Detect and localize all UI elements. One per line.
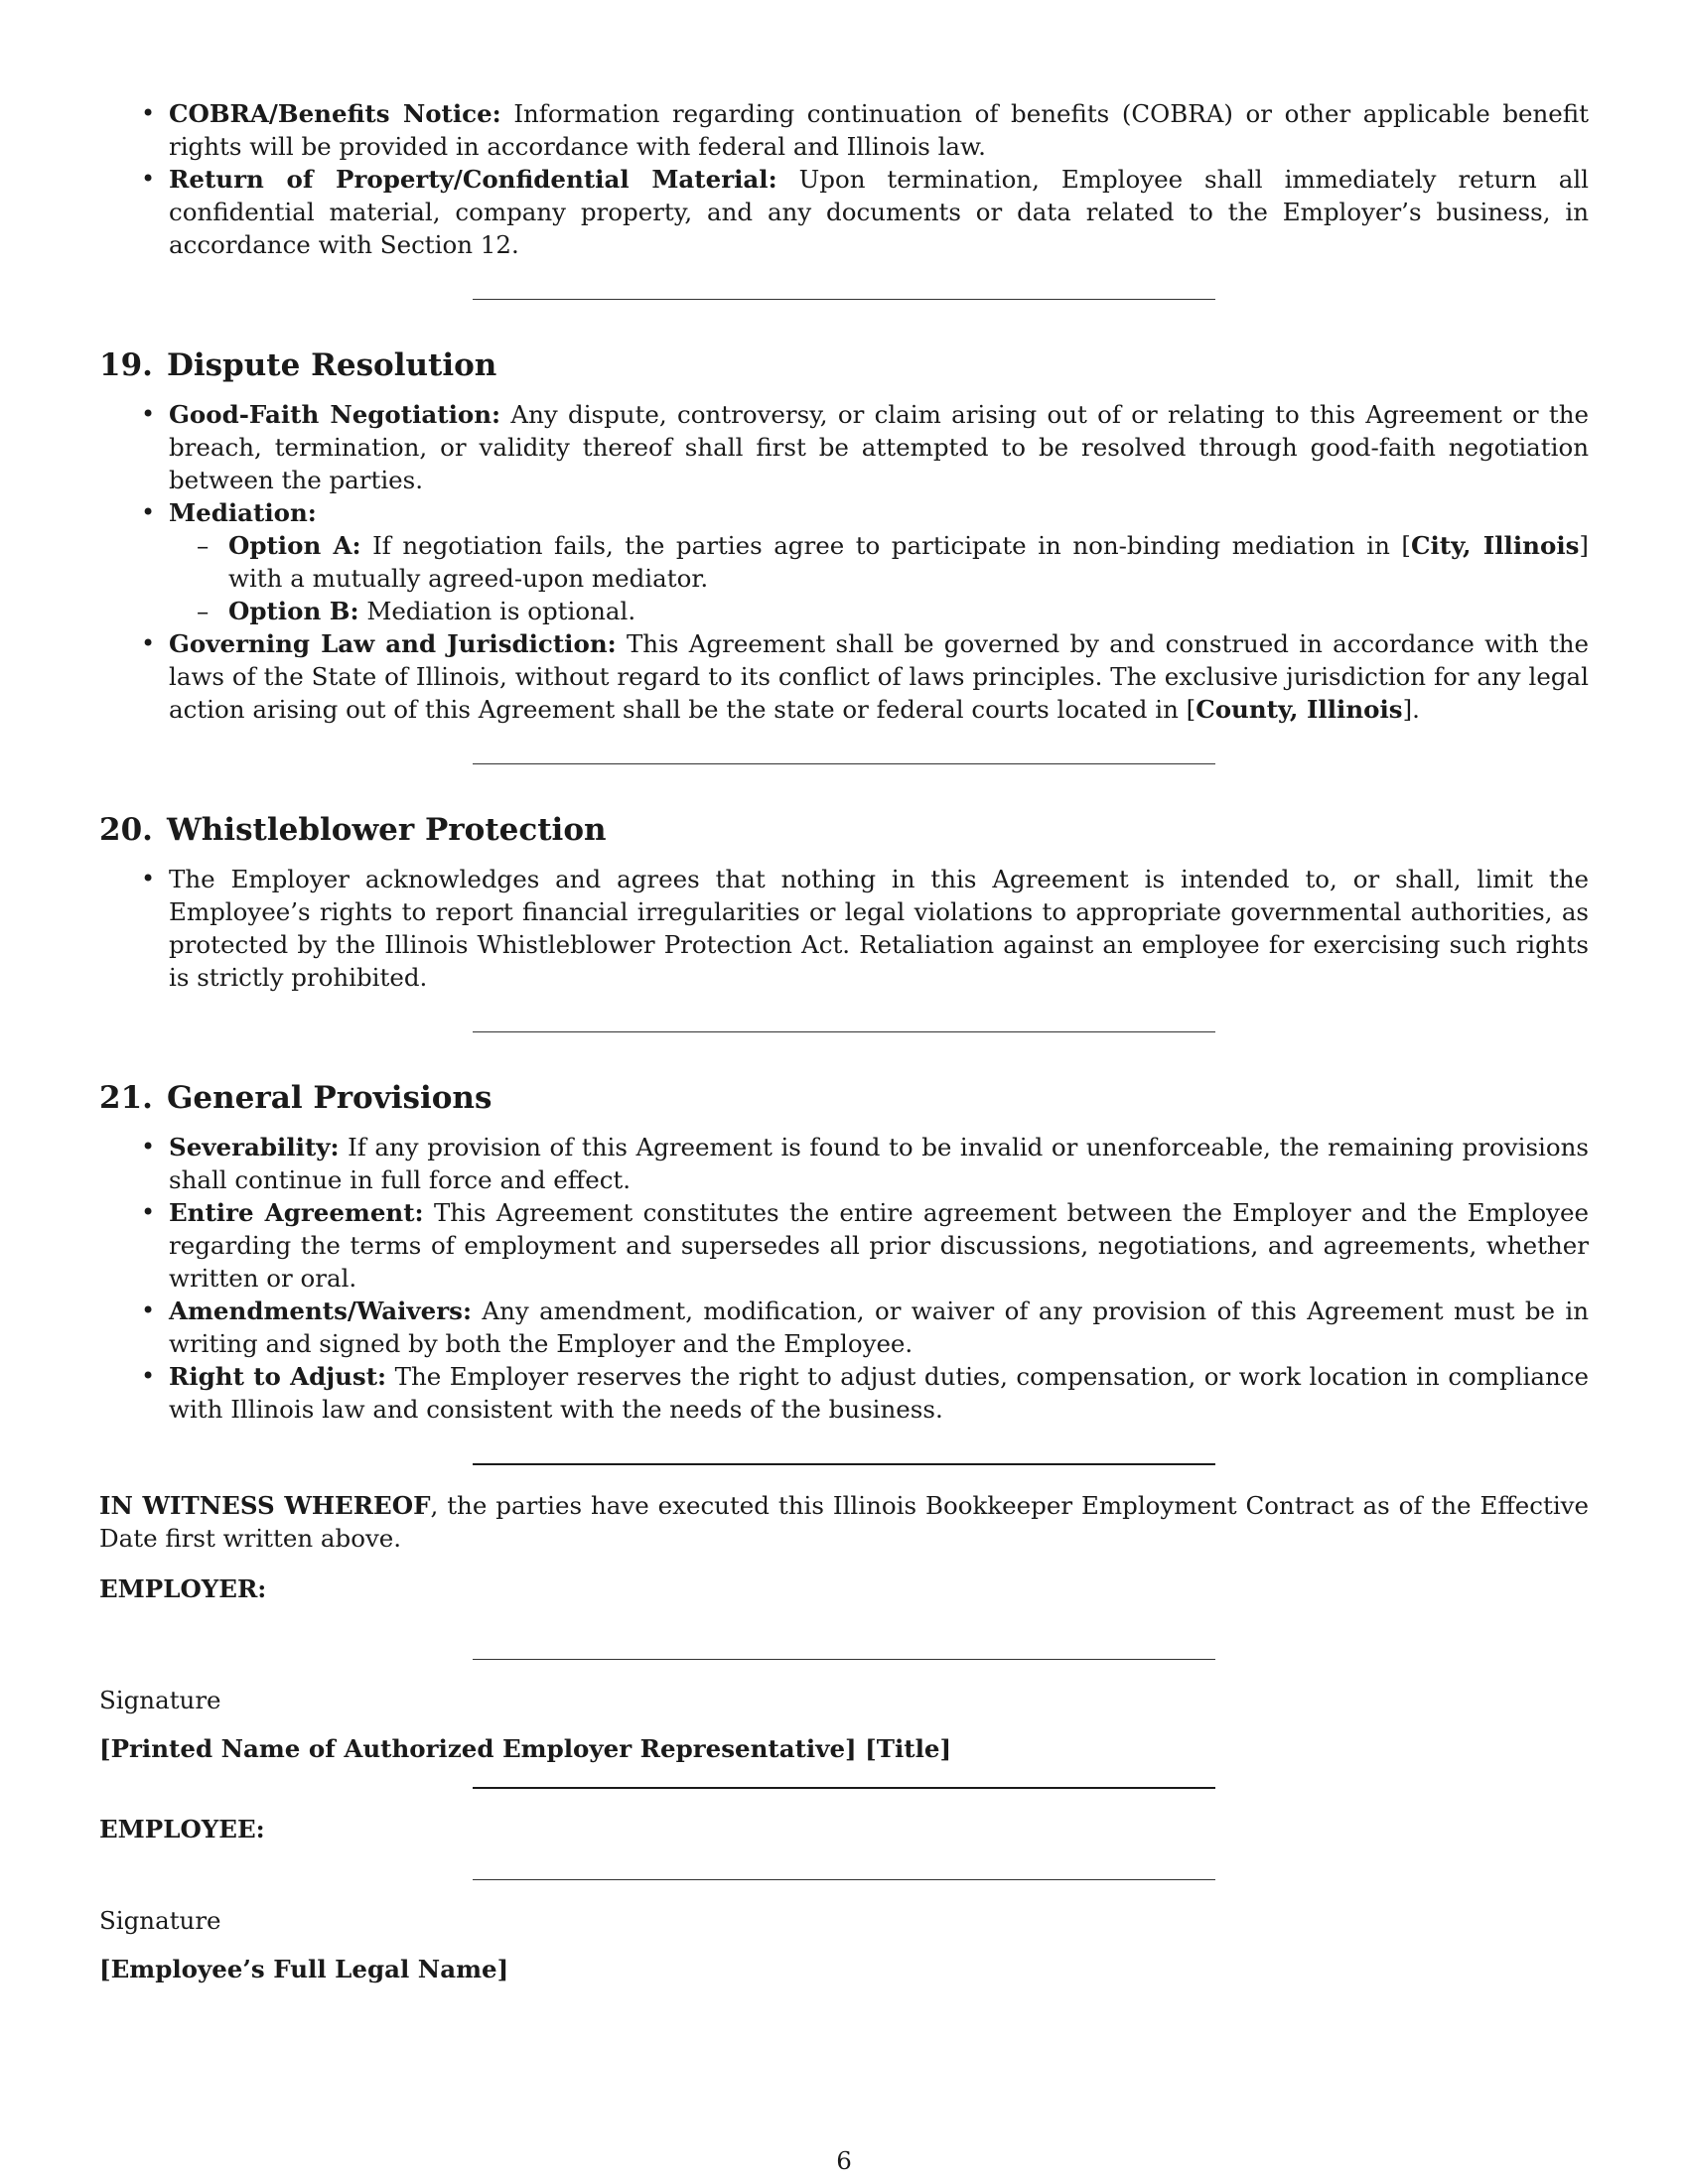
list-item [228, 595, 1589, 627]
item-text: Any amendment, modification, or waiver of any provision of this Agreement must be in writing and signed by both the Employer and the Employee. [169, 1297, 1589, 1358]
employer-signature-line [473, 1659, 1215, 1660]
list-item [169, 627, 1589, 726]
item-label: Mediation: [169, 498, 317, 527]
item-text: This Agreement constitutes the entire agreement between the Employer and the Employee regarding the terms of employment and supersedes all prior discussions, negotiations, and agreements, whether written or oral. [169, 1198, 1590, 1293]
page-number: 6 [836, 2146, 852, 2175]
employer-name-title: [Printed Name of Authorized Employer Representative] [Title] [99, 1734, 952, 1763]
employee-signature-label: Signature [99, 1906, 221, 1935]
witness-text: , the parties have executed this Illinois Bookkeeper Employment Contract as of the Effective Date first written above. [99, 1491, 1589, 1553]
employer-signature-label: Signature [99, 1686, 221, 1714]
item-text: ] with a mutually agreed-upon mediator. [228, 531, 1589, 593]
list-item [228, 529, 1589, 595]
document-page [99, 97, 1589, 1985]
item-label: COBRA/Benefits Notice: [169, 99, 501, 128]
dispute-resolution-list [99, 398, 1589, 726]
item-text: ]. [1402, 695, 1420, 724]
list-item [169, 398, 1589, 496]
item-label: Option A: [228, 531, 361, 560]
item-label: Entire Agreement: [169, 1198, 424, 1227]
termination-bullets [99, 97, 1589, 261]
witness-statement [99, 1489, 1589, 1555]
item-label: Governing Law and Jurisdiction: [169, 629, 617, 658]
mediation-options [169, 529, 1589, 627]
placeholder-county: County, Illinois [1196, 695, 1403, 724]
item-text: Upon termination, Employee shall immediately return all confidential material, company property, and any documents or data related to the Employer’s business, in accordance with Section 12. [169, 165, 1589, 259]
item-text: This Agreement shall be governed by and construed in accordance with the laws of the State of Illinois, without regard to its conflict of laws principles. The exclusive jurisdiction for any legal action arising out of this Agreement shall be the state or federal courts located in [ [169, 629, 1589, 724]
employee-heading: EMPLOYEE: [99, 1815, 265, 1843]
item-text: The Employer reserves the right to adjust duties, compensation, or work location in compliance with Illinois law and consistent with the needs of the business. [169, 1362, 1590, 1424]
list-item: • The Employer acknowledges and agrees that nothing in this Agreement is intended to, or shall, limit the Employee’s rights to report financial irregularities or legal violations to appropriate governmental authorities, as protected by the Illinois Whistleblower Protection Act. Retaliation against an employee for exercising such rights is strictly prohibited. [169, 863, 1589, 994]
section-divider [473, 1463, 1215, 1465]
section-heading-20 [99, 810, 1589, 850]
list-item [169, 1131, 1589, 1196]
item-label: Option B: [228, 597, 359, 625]
item-label: Severability: [169, 1133, 340, 1161]
list-item [169, 1295, 1589, 1360]
item-label: Amendments/Waivers: [169, 1297, 472, 1325]
placeholder-employee-name: Employee’s Full Legal Name [110, 1955, 497, 1983]
item-label: Good-Faith Negotiation: [169, 400, 501, 429]
general-provisions-list [99, 1131, 1589, 1426]
section-divider [473, 763, 1215, 764]
item-text: If negotiation fails, the parties agree to participate in non-binding mediation in [ [372, 531, 1411, 560]
witness-label: IN WITNESS WHEREOF [99, 1491, 431, 1520]
placeholder-employer-name: Printed Name of Authorized Employer Representative [110, 1734, 846, 1763]
whistleblower-list [99, 863, 1589, 994]
list-item [169, 97, 1589, 163]
section-number: 21. [99, 1080, 153, 1116]
list-item [169, 1196, 1589, 1295]
item-text: Information regarding continuation of benefits (COBRA) or other applicable benefit rights will be provided in accordance with federal and Illinois law. [169, 99, 1589, 161]
section-divider [473, 1031, 1215, 1032]
list-item [169, 1360, 1589, 1426]
employer-heading: EMPLOYER: [99, 1574, 267, 1603]
section-title: General Provisions [166, 1080, 492, 1116]
section-heading-21 [99, 1078, 1589, 1118]
item-text: Any dispute, controversy, or claim arising out of or relating to this Agreement or the breach, termination, or validity thereof shall first be attempted to be resolved through good-faith negotiation between the parties. [169, 400, 1589, 494]
item-label: Right to Adjust: [169, 1362, 387, 1391]
list-item [169, 496, 1589, 627]
section-divider [473, 299, 1215, 300]
section-number: 20. [99, 812, 153, 848]
section-title: Dispute Resolution [166, 347, 497, 383]
employee-name: [Employee’s Full Legal Name] [99, 1955, 509, 1983]
list-item [169, 163, 1589, 261]
item-text: If any provision of this Agreement is found to be invalid or unenforceable, the remaining provisions shall continue in full force and effect. [169, 1133, 1589, 1194]
section-title: Whistleblower Protection [166, 812, 607, 848]
section-divider [473, 1787, 1215, 1789]
item-label: Return of Property/Confidential Material: [169, 165, 777, 194]
employee-signature-line [473, 1879, 1215, 1880]
item-text: Mediation is optional. [366, 597, 636, 625]
section-number: 19. [99, 347, 153, 383]
placeholder-city: City, Illinois [1410, 531, 1580, 560]
placeholder-employer-title: Title [876, 1734, 940, 1763]
section-heading-19 [99, 345, 1589, 385]
